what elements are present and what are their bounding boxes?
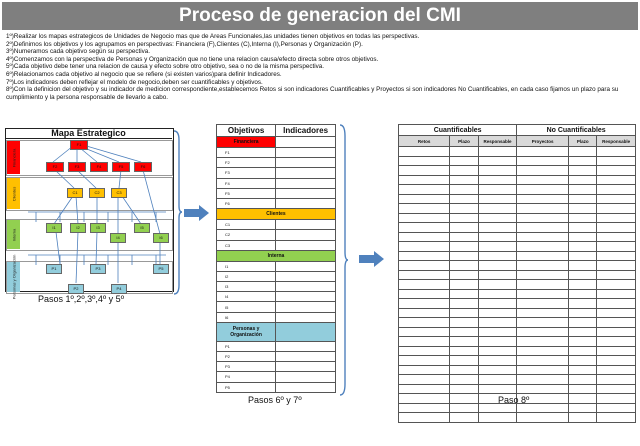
col-plazo-1: Plazo — [450, 136, 478, 147]
side-clientes: Clientes — [7, 178, 20, 209]
table-cell — [569, 337, 597, 347]
table-cell — [399, 337, 450, 347]
table-cell — [569, 365, 597, 375]
map-node-p1: P1 — [46, 264, 62, 274]
table-row — [399, 194, 636, 204]
table-cell — [399, 384, 450, 394]
table-cell — [478, 156, 517, 166]
table-cell — [597, 318, 636, 328]
table-row — [399, 280, 636, 290]
table-cell — [597, 223, 636, 233]
map-node-i1: I1 — [46, 223, 62, 233]
brace-left — [173, 130, 183, 295]
obj-p4: P4 — [217, 372, 276, 382]
table-cell — [597, 175, 636, 185]
table-cell — [597, 384, 636, 394]
table-cell — [399, 394, 450, 404]
obj-f3: F3 — [217, 168, 276, 178]
table-cell — [569, 175, 597, 185]
table-cell — [569, 318, 597, 328]
table-cell — [478, 289, 517, 299]
table-cell — [517, 413, 569, 423]
table-cell — [597, 327, 636, 337]
table-cell — [450, 384, 478, 394]
step-6: 6º)Relacionamos cada objetivo al negocio que se refiere (si existen varios)para definir Indicadores. — [6, 70, 282, 78]
table-cell — [569, 375, 597, 385]
table-cell — [597, 413, 636, 423]
table-cell — [450, 337, 478, 347]
table-cell — [569, 413, 597, 423]
table-cell — [517, 242, 569, 252]
table-row — [399, 346, 636, 356]
table-cell — [569, 213, 597, 223]
table-cell — [450, 356, 478, 366]
table-cell — [399, 365, 450, 375]
table-cell — [597, 308, 636, 318]
table-cell — [399, 270, 450, 280]
table-row — [399, 251, 636, 261]
table-cell — [517, 261, 569, 271]
table-row — [399, 213, 636, 223]
table-cell — [450, 346, 478, 356]
table-cell — [597, 185, 636, 195]
step-4: 4º)Comenzamos con la perspectiva de Personas y Organización que no tiene una relacion causa/efecto directa sobre otros objetivos. — [6, 55, 379, 63]
table-cell — [569, 299, 597, 309]
table-cell — [399, 356, 450, 366]
map-node-f6: F6 — [134, 162, 152, 172]
map-node-p4: P4 — [111, 284, 127, 294]
step-1: 1º)Realizar los mapas estrategicos de Unidades de Negocio mas que de Areas Funcionales,las unidades tienen objetivos en todas las perspectivas. — [6, 33, 420, 40]
table-row — [399, 375, 636, 385]
step-5: 5º)Cada objetivo debe tener una relacion de causa y efecto sobre otro objetivo, sea o no de la misma perspectiva. — [6, 63, 325, 71]
table-cell — [478, 337, 517, 347]
table-row — [399, 384, 636, 394]
page-title: Proceso de generacion del CMI — [2, 2, 638, 30]
arrow-1-icon — [184, 205, 210, 221]
table-cell — [399, 289, 450, 299]
table-cell — [399, 413, 450, 423]
table-cell — [597, 394, 636, 404]
map-node-i6: I6 — [153, 233, 169, 243]
table-cell — [517, 194, 569, 204]
table-cell — [450, 242, 478, 252]
obj-p2: P2 — [217, 352, 276, 362]
map-node-c2: C2 — [89, 188, 105, 198]
obj-i3: I3 — [217, 282, 276, 292]
table-cell — [597, 270, 636, 280]
step-8: 8º)Con la definicion del objetivo y su indicador de medicion correspondiente,establecemos Retos si son indicadores Cuantificables y Proyectos si son indicadores No Cuantificables, en cada caso fijamos un plazo para su cumplimiento y la persona responsable de llevarlo a cabo. — [6, 86, 619, 101]
table-cell — [569, 251, 597, 261]
col-responsable-2: Responsable — [597, 136, 636, 147]
obj-p5: P5 — [217, 382, 276, 392]
side-personas: Personas y Organización — [7, 262, 20, 292]
table-cell — [450, 299, 478, 309]
table-cell — [517, 299, 569, 309]
obj-c3: C3 — [217, 240, 276, 250]
table-cell — [399, 308, 450, 318]
table-cell — [597, 375, 636, 385]
table-row — [399, 327, 636, 337]
obj-p1: P1 — [217, 341, 276, 351]
table-cell — [569, 356, 597, 366]
table-cell — [517, 270, 569, 280]
table-cell — [399, 261, 450, 271]
table-cell — [399, 280, 450, 290]
table-cell — [399, 185, 450, 195]
table-cell — [399, 194, 450, 204]
table-cell — [569, 156, 597, 166]
table-cell — [478, 346, 517, 356]
obj-f5: F5 — [217, 188, 276, 198]
step-2: 2º)Definimos los objetivos y los agrupamos en perspectivas: Financiera (F),Clientes (C),Interna (I),Personas y Organización (P). — [6, 40, 363, 48]
table-cell — [478, 375, 517, 385]
table-row — [399, 156, 636, 166]
map-node-f5: F5 — [112, 162, 130, 172]
col-proyectos: Proyectos — [517, 136, 569, 147]
table-cell — [478, 270, 517, 280]
map-node-c3: C3 — [111, 188, 127, 198]
table-cell — [517, 185, 569, 195]
map-node-f2: F2 — [46, 162, 64, 172]
table-cell — [569, 242, 597, 252]
map-node-i3: I3 — [90, 223, 106, 233]
brace-right — [339, 124, 349, 396]
table-row — [399, 318, 636, 328]
table-cell — [478, 356, 517, 366]
map-node-c1: C1 — [67, 188, 83, 198]
table-cell — [597, 147, 636, 157]
table-cell — [597, 289, 636, 299]
table-cell — [569, 270, 597, 280]
obj-i6: I6 — [217, 312, 276, 322]
table-cell — [569, 384, 597, 394]
step-3: 3º)Numeramos cada objetivo según su perspectiva. — [6, 48, 151, 56]
table-cell — [399, 242, 450, 252]
objetivos-caption: Pasos 6º y 7º — [248, 395, 302, 405]
map-node-f3: F3 — [68, 162, 86, 172]
table-cell — [597, 156, 636, 166]
table-cell — [478, 194, 517, 204]
map-node-i5: I5 — [134, 223, 150, 233]
table-cell — [399, 223, 450, 233]
table-cell — [597, 204, 636, 214]
table-cell — [450, 185, 478, 195]
table-cell — [569, 232, 597, 242]
table-cell — [478, 242, 517, 252]
table-cell — [450, 375, 478, 385]
table-cell — [569, 223, 597, 233]
obj-i2: I2 — [217, 271, 276, 281]
table-cell — [597, 280, 636, 290]
table-cell — [517, 375, 569, 385]
table-cell — [597, 365, 636, 375]
table-cell — [569, 261, 597, 271]
table-row — [399, 289, 636, 299]
map-node-f4: F4 — [90, 162, 108, 172]
retos-proyectos-body — [399, 147, 636, 423]
table-cell — [517, 337, 569, 347]
objetivos-table — [216, 124, 336, 393]
table-cell — [517, 213, 569, 223]
table-cell — [517, 327, 569, 337]
table-cell — [597, 261, 636, 271]
table-cell — [597, 337, 636, 347]
col-indicadores: Indicadores — [276, 125, 336, 137]
table-row — [399, 166, 636, 176]
table-cell — [517, 204, 569, 214]
table-cell — [399, 147, 450, 157]
col-responsable-1: Responsable — [478, 136, 517, 147]
table-cell — [399, 346, 450, 356]
obj-p3: P3 — [217, 362, 276, 372]
col-objetivos: Objetivos — [217, 125, 276, 137]
map-node-p3: P3 — [90, 264, 106, 274]
obj-c1: C1 — [217, 220, 276, 230]
table-cell — [597, 299, 636, 309]
table-cell — [569, 289, 597, 299]
retos-proyectos-table — [398, 124, 636, 423]
table-cell — [478, 147, 517, 157]
table-cell — [569, 147, 597, 157]
table-cell — [450, 280, 478, 290]
table-cell — [517, 156, 569, 166]
table-row — [399, 261, 636, 271]
table-cell — [597, 346, 636, 356]
table-cell — [399, 299, 450, 309]
table-cell — [450, 261, 478, 271]
table-cell — [450, 166, 478, 176]
table-cell — [450, 147, 478, 157]
table-cell — [569, 394, 597, 404]
table-cell — [450, 204, 478, 214]
table-cell — [478, 384, 517, 394]
cuant-caption: Paso 8º — [498, 395, 530, 405]
obj-f2: F2 — [217, 158, 276, 168]
table-cell — [399, 213, 450, 223]
table-cell — [597, 242, 636, 252]
section-clientes: Clientes — [217, 209, 336, 220]
table-cell — [597, 232, 636, 242]
table-cell — [478, 261, 517, 271]
section-personas: Personas y Organización — [217, 322, 276, 341]
table-cell — [597, 213, 636, 223]
table-row — [399, 185, 636, 195]
table-cell — [517, 318, 569, 328]
table-row — [399, 204, 636, 214]
obj-i1: I1 — [217, 261, 276, 271]
table-cell — [569, 166, 597, 176]
side-interna: Interna — [7, 220, 20, 249]
table-row — [399, 356, 636, 366]
map-node-f1: F1 — [70, 140, 88, 150]
table-cell — [569, 280, 597, 290]
table-cell — [597, 194, 636, 204]
table-cell — [517, 356, 569, 366]
map-caption: Pasos 1º,2º,3º,4º y 5º — [38, 294, 124, 304]
step-7: 7º)Los indicadores deben reflejar el modelo de negocio,deben ser cuantificables y objetivos. — [6, 78, 263, 86]
table-cell — [569, 194, 597, 204]
table-cell — [478, 213, 517, 223]
table-cell — [597, 403, 636, 413]
col-retos: Retos — [399, 136, 450, 147]
table-row — [399, 270, 636, 280]
table-cell — [399, 232, 450, 242]
table-cell — [399, 204, 450, 214]
table-cell — [569, 327, 597, 337]
table-row — [399, 365, 636, 375]
table-cell — [450, 403, 478, 413]
table-row — [399, 337, 636, 347]
table-cell — [517, 280, 569, 290]
table-cell — [517, 175, 569, 185]
table-cell — [478, 327, 517, 337]
table-cell — [597, 166, 636, 176]
table-cell — [450, 394, 478, 404]
table-row — [399, 308, 636, 318]
col-cuantificables: Cuantificables — [399, 125, 517, 136]
arrow-2-icon — [359, 251, 385, 267]
table-cell — [399, 403, 450, 413]
obj-i4: I4 — [217, 292, 276, 302]
table-cell — [569, 185, 597, 195]
obj-c2: C2 — [217, 230, 276, 240]
table-cell — [450, 175, 478, 185]
table-cell — [478, 280, 517, 290]
table-cell — [450, 232, 478, 242]
table-cell — [517, 365, 569, 375]
table-cell — [478, 166, 517, 176]
col-plazo-2: Plazo — [569, 136, 597, 147]
col-no-cuantificables: No Cuantificables — [517, 125, 636, 136]
table-cell — [569, 403, 597, 413]
table-cell — [478, 251, 517, 261]
section-interna: Interna — [217, 250, 336, 261]
map-node-i2: I2 — [70, 223, 86, 233]
table-cell — [569, 308, 597, 318]
table-cell — [399, 166, 450, 176]
table-cell — [450, 223, 478, 233]
table-cell — [450, 308, 478, 318]
section-financiera: Financiera — [217, 137, 276, 148]
obj-f1: F1 — [217, 148, 276, 158]
map-node-p5: P5 — [153, 264, 169, 274]
table-cell — [517, 384, 569, 394]
table-cell — [517, 289, 569, 299]
table-cell — [450, 318, 478, 328]
map-node-i4: I4 — [110, 233, 126, 243]
table-row — [399, 147, 636, 157]
table-cell — [450, 251, 478, 261]
table-row — [399, 223, 636, 233]
table-cell — [399, 251, 450, 261]
table-cell — [450, 194, 478, 204]
table-cell — [597, 251, 636, 261]
table-cell — [478, 413, 517, 423]
table-cell — [450, 365, 478, 375]
table-cell — [517, 166, 569, 176]
table-cell — [478, 204, 517, 214]
table-cell — [478, 299, 517, 309]
table-cell — [478, 318, 517, 328]
table-row — [399, 242, 636, 252]
map-title: Mapa Estrategico — [5, 128, 172, 139]
table-cell — [478, 232, 517, 242]
table-cell — [478, 223, 517, 233]
table-cell — [450, 413, 478, 423]
table-cell — [597, 356, 636, 366]
table-cell — [569, 346, 597, 356]
table-cell — [450, 156, 478, 166]
table-row — [399, 299, 636, 309]
table-cell — [517, 147, 569, 157]
obj-f6: F6 — [217, 198, 276, 208]
table-row — [399, 413, 636, 423]
obj-i5: I5 — [217, 302, 276, 312]
table-cell — [450, 327, 478, 337]
table-cell — [399, 375, 450, 385]
table-cell — [569, 204, 597, 214]
table-cell — [450, 213, 478, 223]
table-cell — [478, 308, 517, 318]
table-cell — [450, 270, 478, 280]
side-financiera: Financiera — [7, 141, 20, 174]
obj-f4: F4 — [217, 178, 276, 188]
table-cell — [399, 156, 450, 166]
table-cell — [517, 251, 569, 261]
table-cell — [517, 223, 569, 233]
map-node-p2: P2 — [68, 284, 84, 294]
table-cell — [517, 232, 569, 242]
table-cell — [517, 308, 569, 318]
table-cell — [399, 318, 450, 328]
table-cell — [478, 175, 517, 185]
table-cell — [478, 185, 517, 195]
table-row — [399, 232, 636, 242]
table-cell — [517, 346, 569, 356]
table-cell — [399, 175, 450, 185]
table-cell — [478, 365, 517, 375]
table-cell — [450, 289, 478, 299]
table-row — [399, 175, 636, 185]
table-cell — [399, 327, 450, 337]
